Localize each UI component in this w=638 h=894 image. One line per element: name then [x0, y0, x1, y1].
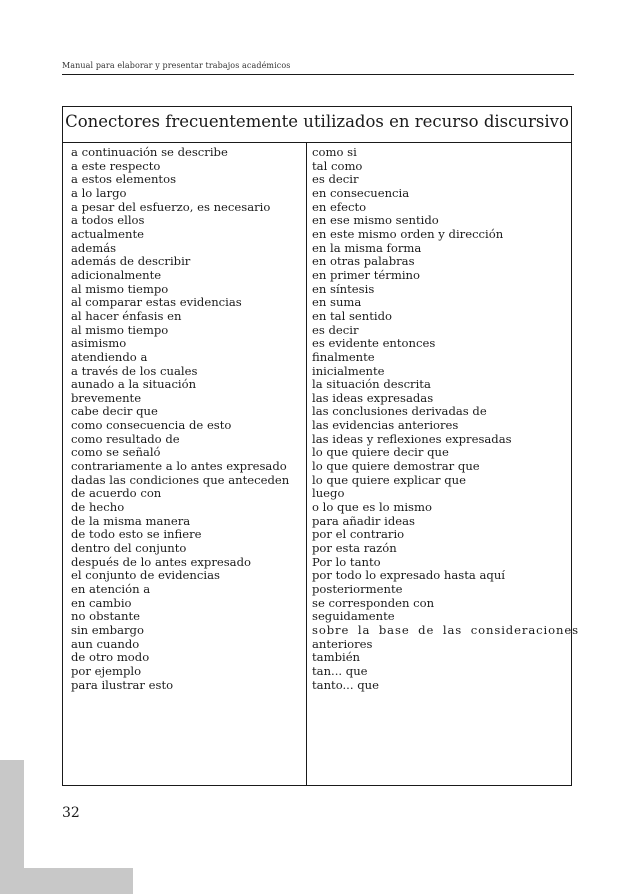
connector-item: atendiendo a [71, 349, 148, 364]
page-number: 32 [62, 805, 80, 821]
connector-item: no obstante [71, 609, 141, 624]
connector-item: también [312, 650, 361, 665]
connector-item: a estos elementos [71, 172, 177, 187]
connector-item: para añadir ideas [312, 513, 415, 528]
connectors-table [62, 106, 579, 786]
connector-item: por el contrario [312, 527, 405, 542]
connector-item: actualmente [71, 226, 144, 241]
connector-item: la situación descrita [312, 377, 431, 392]
connector-item: las conclusiones derivadas de [312, 404, 487, 419]
connector-item: además de describir [71, 254, 191, 269]
connector-item: a través de los cuales [71, 363, 198, 378]
connector-item: de acuerdo con [71, 486, 162, 501]
connector-item: además [71, 240, 117, 255]
connector-item: de todo esto se infiere [71, 527, 202, 542]
running-header: Manual para elaborar y presentar trabajos académicos [62, 61, 291, 70]
connector-item: las evidencias anteriores [312, 418, 459, 433]
connector-item: a todos ellos [71, 213, 145, 228]
connector-item: tal como [312, 158, 363, 173]
connector-item: posteriormente [312, 582, 403, 596]
connector-item: en otras palabras [312, 254, 415, 269]
connector-item: contrariamente a lo antes expresado [71, 459, 287, 474]
connector-item: a pesar del esfuerzo, es necesario [71, 199, 271, 214]
table-title: Conectores frecuentemente utilizados en recurso discursivo [65, 112, 569, 131]
connector-item: a este respecto [71, 158, 161, 173]
connector-item: en atención a [71, 582, 151, 596]
connector-item: finalmente [312, 349, 375, 364]
connector-item: el conjunto de evidencias [71, 568, 220, 583]
connector-item: como consecuencia de esto [71, 418, 232, 433]
connector-item: por esta razón [312, 541, 397, 556]
connector-item: en síntesis [312, 281, 375, 296]
connector-item: dadas las condiciones que anteceden [71, 472, 290, 487]
connector-item: Por lo tanto [312, 554, 381, 569]
left-column [71, 146, 301, 692]
connector-item: lo que quiere demostrar que [312, 459, 480, 474]
connector-item: tan... que [312, 663, 368, 678]
bottom-bar-decoration [0, 868, 133, 894]
connector-item: lo que quiere explicar que [312, 472, 466, 487]
connector-item: cabe decir que [71, 404, 158, 419]
connector-item: luego [312, 486, 345, 501]
connector-item: sobre la base de las consideraciones [312, 622, 579, 637]
connector-item: en tal sentido [312, 308, 393, 323]
connector-item: es decir [312, 322, 359, 337]
connector-item: al hacer énfasis en [71, 308, 182, 323]
connector-item: adicionalmente [71, 267, 162, 282]
connector-item: las ideas expresadas [312, 390, 434, 405]
connector-item: se corresponden con [312, 595, 435, 610]
connector-item: aun cuando [71, 636, 140, 651]
connector-item: en ese mismo sentido [312, 213, 439, 228]
connector-item: es evidente entonces [312, 336, 436, 351]
connector-item: es decir [312, 172, 359, 187]
connector-item: como se señaló [71, 445, 161, 460]
connector-item: de hecho [71, 500, 125, 515]
connector-item: después de lo antes expresado [71, 554, 251, 569]
connector-item: o lo que es lo mismo [312, 500, 432, 515]
connector-item: en efecto [312, 199, 367, 214]
connector-item: al mismo tiempo [71, 322, 169, 337]
connector-item: brevemente [71, 390, 142, 405]
connector-item: al comparar estas evidencias [71, 295, 242, 310]
connector-item: tanto... que [312, 677, 379, 692]
right-column [312, 145, 579, 692]
connector-item: en consecuencia [312, 185, 410, 200]
connector-item: en este mismo orden y dirección [312, 226, 504, 241]
connector-item: para ilustrar esto [71, 677, 174, 692]
column-divider [306, 142, 307, 785]
connector-item: por todo lo expresado hasta aquí [312, 568, 505, 583]
connector-item: de la misma manera [71, 513, 191, 528]
connector-item: inicialmente [312, 363, 385, 378]
title-divider [63, 142, 571, 143]
connector-item: a lo largo [71, 185, 127, 200]
connector-item: anteriores [312, 636, 373, 651]
connector-item: como resultado de [71, 431, 180, 446]
header-rule [62, 74, 574, 75]
connector-item: en suma [312, 295, 362, 310]
connector-item: lo que quiere decir que [312, 445, 449, 460]
connector-item: seguidamente [312, 609, 395, 624]
connector-item: como si [312, 145, 357, 159]
connector-item: en primer término [312, 267, 420, 282]
connector-item: sin embargo [71, 622, 144, 637]
connector-item: al mismo tiempo [71, 281, 169, 296]
connector-item: las ideas y reflexiones expresadas [312, 431, 512, 446]
connector-item: en la misma forma [312, 240, 422, 255]
connector-item: de otro modo [71, 650, 150, 665]
connector-item: a continuación se describe [71, 145, 228, 159]
connector-item: en cambio [71, 595, 132, 610]
connector-item: dentro del conjunto [71, 541, 187, 556]
connector-item: por ejemplo [71, 663, 142, 678]
connector-item: asimismo [71, 336, 127, 351]
connector-item: aunado a la situación [71, 377, 197, 392]
